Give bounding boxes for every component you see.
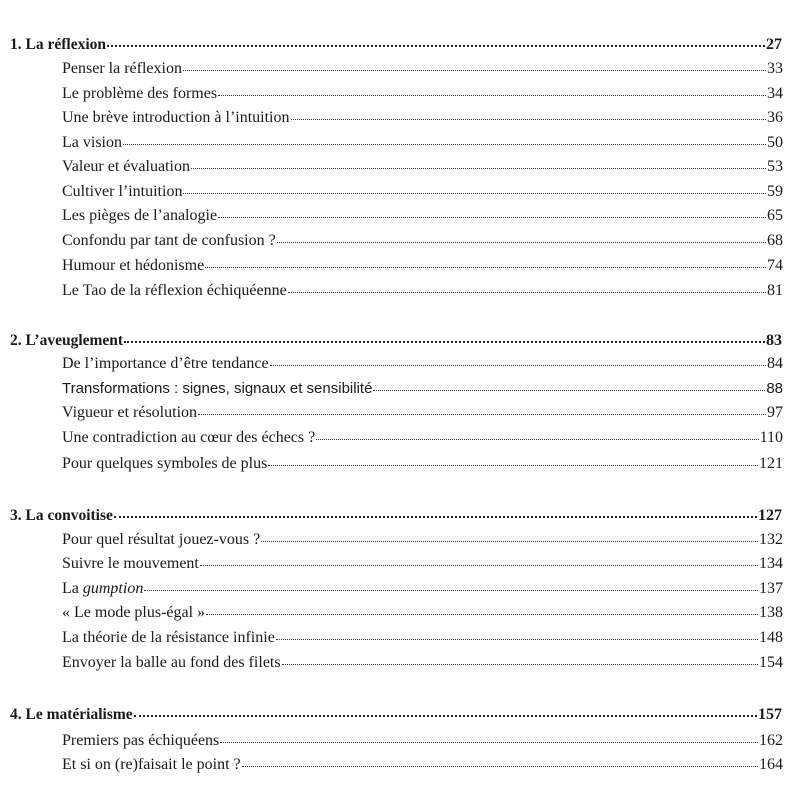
dot-leader	[291, 119, 767, 120]
page-number: 50	[767, 134, 783, 151]
page-number: 33	[767, 60, 783, 77]
dot-leader	[114, 516, 757, 518]
section-title: Pour quel résultat jouez-vous ?	[62, 531, 261, 548]
toc-chapter[interactable]	[10, 707, 782, 723]
toc-section[interactable]	[62, 258, 783, 274]
page-number: 154	[759, 654, 783, 671]
page-number: 137	[759, 580, 783, 597]
section-title: Confondu par tant de confusion ?	[62, 232, 276, 249]
page-number: 81	[767, 282, 783, 299]
dot-leader	[242, 766, 758, 767]
toc-section[interactable]	[62, 733, 783, 749]
page-number: 97	[767, 404, 783, 421]
toc-chapter[interactable]	[10, 333, 782, 349]
dot-leader	[282, 664, 758, 665]
toc-section[interactable]	[62, 110, 783, 126]
page-number: 162	[759, 732, 783, 749]
toc-section[interactable]	[62, 456, 783, 472]
page-number: 84	[767, 355, 783, 372]
page-number: 65	[767, 207, 783, 224]
dot-leader	[107, 45, 765, 47]
page-number: 148	[759, 629, 783, 646]
dot-leader	[206, 614, 758, 615]
dot-leader	[316, 439, 758, 440]
dot-leader	[198, 414, 766, 415]
section-title: Une contradiction au cœur des échecs ?	[62, 429, 316, 446]
dot-leader	[288, 292, 766, 293]
chapter-title: 2. L’aveuglement	[10, 332, 124, 349]
section-title: Envoyer la balle au fond des filets	[62, 654, 281, 671]
toc-section[interactable]	[62, 630, 783, 646]
section-title: La théorie de la résistance infinie	[62, 629, 275, 646]
page-number: 157	[758, 706, 782, 723]
section-title: De l’importance d’être tendance	[62, 355, 269, 372]
page-number: 164	[759, 756, 783, 773]
section-title: Une brève introduction à l’intuition	[62, 109, 290, 126]
dot-leader	[218, 95, 766, 96]
section-title: Cultiver l’intuition	[62, 183, 183, 200]
page-number: 121	[759, 455, 783, 472]
toc-section[interactable]	[62, 184, 783, 200]
section-title-prefix: La	[62, 580, 83, 597]
toc-section[interactable]	[62, 430, 783, 446]
dot-leader	[270, 365, 766, 366]
section-title: Le Tao de la réflexion échiquéenne	[62, 282, 287, 299]
dot-leader	[276, 639, 758, 640]
dot-leader	[373, 390, 765, 391]
page-number: 59	[767, 183, 783, 200]
chapter-title: 4. Le matérialisme	[10, 706, 133, 723]
dot-leader	[268, 465, 758, 466]
toc-section[interactable]	[62, 283, 783, 299]
section-title: Pour quelques symboles de plus	[62, 455, 268, 472]
toc-section[interactable]	[62, 86, 783, 102]
page-number: 110	[759, 429, 783, 446]
toc-section[interactable]	[62, 208, 783, 224]
dot-leader	[218, 217, 766, 218]
page-number: 34	[767, 85, 783, 102]
section-title	[62, 581, 143, 597]
section-title: Vigueur et résolution	[62, 404, 198, 421]
toc-section[interactable]	[62, 381, 783, 396]
toc-section[interactable]	[62, 159, 783, 175]
toc-chapter[interactable]	[10, 37, 782, 53]
page-number: 27	[766, 36, 782, 53]
chapter-title: 3. La convoitise	[10, 507, 113, 524]
dot-leader	[123, 144, 766, 145]
toc-section[interactable]	[62, 757, 783, 773]
section-title: Humour et hédonisme	[62, 257, 205, 274]
page-number: 83	[766, 332, 782, 349]
section-title: Suivre le mouvement	[62, 555, 199, 572]
toc-section[interactable]	[62, 581, 783, 597]
section-title: Penser la réflexion	[62, 60, 182, 77]
section-title-italic: gumption	[82, 580, 144, 597]
toc-section[interactable]	[62, 405, 783, 421]
page-number: 88	[766, 380, 783, 397]
dot-leader	[261, 541, 758, 542]
page-number: 68	[767, 232, 783, 249]
page-number: 132	[759, 531, 783, 548]
page-number: 127	[758, 507, 782, 524]
toc-section[interactable]	[62, 233, 783, 249]
dot-leader	[183, 70, 766, 71]
section-title: Valeur et évaluation	[62, 158, 190, 175]
page-number: 53	[767, 158, 783, 175]
toc-section[interactable]	[62, 532, 783, 548]
section-title: Premiers pas échiquéens	[62, 732, 220, 749]
toc-section[interactable]	[62, 356, 783, 372]
dot-leader	[144, 590, 758, 591]
section-title: La vision	[62, 134, 122, 151]
page-number: 74	[767, 257, 783, 274]
dot-leader	[220, 742, 758, 743]
toc-section[interactable]	[62, 605, 783, 621]
chapter-title: 1. La réflexion	[10, 36, 106, 53]
dot-leader	[205, 267, 766, 268]
toc-section[interactable]	[62, 135, 783, 151]
dot-leader	[191, 168, 766, 169]
section-title: Transformations : signes, signaux et sensibilité	[62, 380, 373, 397]
section-title: Et si on (re)faisait le point ?	[62, 756, 241, 773]
dot-leader	[134, 715, 757, 717]
page-number: 138	[759, 604, 783, 621]
toc-chapter[interactable]	[10, 508, 782, 524]
toc-section[interactable]	[62, 655, 783, 671]
section-title: Les pièges de l’analogie	[62, 207, 218, 224]
section-title: « Le mode plus-égal »	[62, 604, 206, 621]
dot-leader	[277, 242, 766, 243]
dot-leader	[200, 565, 758, 566]
section-title: Le problème des formes	[62, 85, 218, 102]
toc-section[interactable]	[62, 556, 783, 572]
dot-leader	[124, 341, 765, 343]
page-number: 134	[759, 555, 783, 572]
toc-section[interactable]	[62, 61, 783, 77]
page-number: 36	[767, 109, 783, 126]
dot-leader	[183, 193, 766, 194]
